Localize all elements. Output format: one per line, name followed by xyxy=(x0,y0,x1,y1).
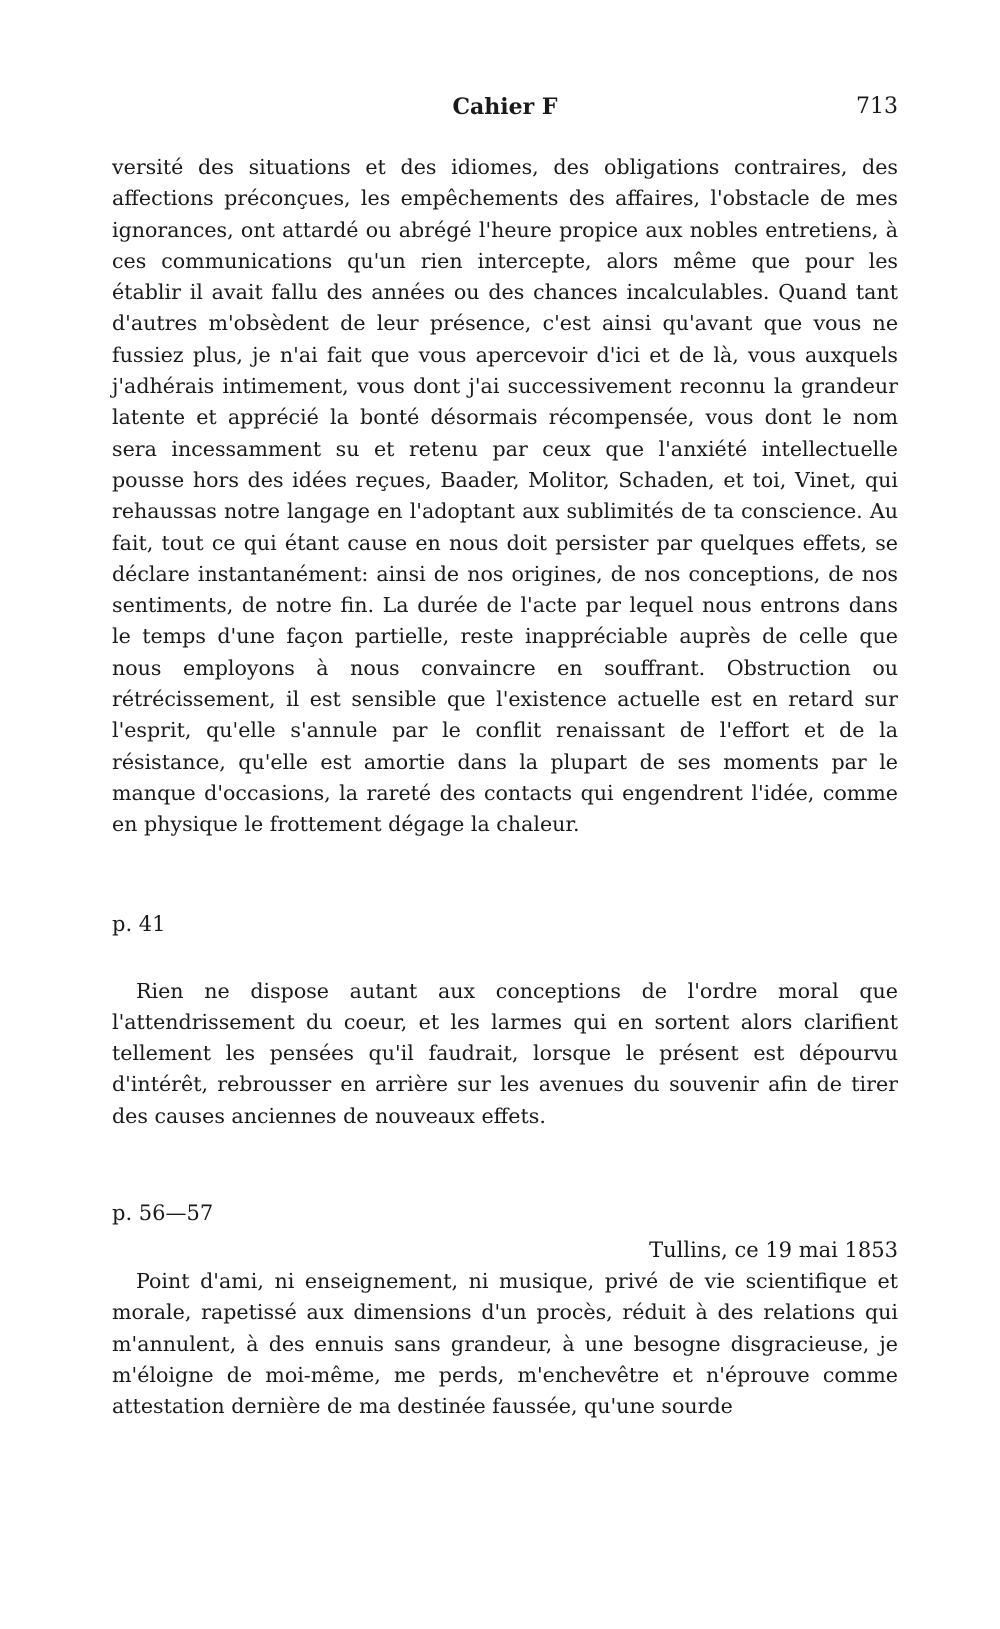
running-title: Cahier F xyxy=(452,94,558,120)
paragraph-continued: versité des situations et des idiomes, des obligations contraires, des affections préconçues, les empêchements des affaires, l'obstacle de mes ignorances, ont attardé ou abrégé l'heure propice aux nobles entretiens, à ces communications qu'un rien intercepte, alors même que pour les établir il avait fallu des années ou des chances incalculables. Quand tant d'autres m'obsèdent de leur présence, c'est ainsi qu'avant que vous ne fussiez plus, je n'ai fait que vous apercevoir d'ici et de là, vous auxquels j'adhérais intimement, vous dont j'ai successivement reconnu la grandeur latente et apprécié la bonté désormais récompensée, vous dont le nom sera incessamment su et retenu par ceux que l'anxiété intellectuelle pousse hors des idées reçues, Baader, Molitor, Schaden, et toi, Vinet, qui rehaussas notre langage en l'adoptant aux sublimités de ta conscience. Au fait, tout ce qui étant cause en nous doit persister par quelques effets, se déclare instantanément: ainsi de nos origines, de nos conceptions, de nos sentiments, de notre fin. La durée de l'acte par lequel nous entrons dans le temps d'une façon partielle, reste inappréciable auprès de celle que nous employons à nous convaincre en souffrant. Obstruction ou rétrécissement, il est sensible que l'existence actuelle est en retard sur l'esprit, qu'elle s'annule par le conflit renaissant de l'effort et de la résistance, qu'elle est amortie dans la plupart de ses moments par le manque d'occasions, la rareté des contacts qui engendrent l'idée, comme en physique le frottement dégage la chaleur. xyxy=(112,155,898,837)
dateline: Tullins, ce 19 mai 1853 xyxy=(649,1238,898,1263)
page-number: 713 xyxy=(856,94,898,119)
running-head xyxy=(112,92,898,132)
section-label-p56-57: p. 56—57 xyxy=(112,1201,214,1226)
paragraph-p56-57: Point d'ami, ni enseignement, ni musique, privé de vie scientifique et morale, rapetissé aux dimensions d'un procès, réduit à des relations qui m'annulent, à des ennuis sans grandeur, à une besogne disgracieuse, je m'éloigne de moi-même, me perds, m'enchevêtre et n'éprouve comme attestation dernière de ma destinée faussée, qu'une sourde xyxy=(112,1269,898,1419)
paragraph-p41: Rien ne dispose autant aux conceptions de l'ordre moral que l'attendrissement du coeur, et les larmes qui en sortent alors clarifient tellement les pensées qu'il faudrait, lorsque le présent est dépourvu d'intérêt, rebrousser en arrière sur les avenues du souvenir afin de tirer des causes anciennes de nouveaux effets. xyxy=(112,978,898,1128)
document-page xyxy=(112,92,898,1423)
section-label-p41: p. 41 xyxy=(112,911,166,936)
